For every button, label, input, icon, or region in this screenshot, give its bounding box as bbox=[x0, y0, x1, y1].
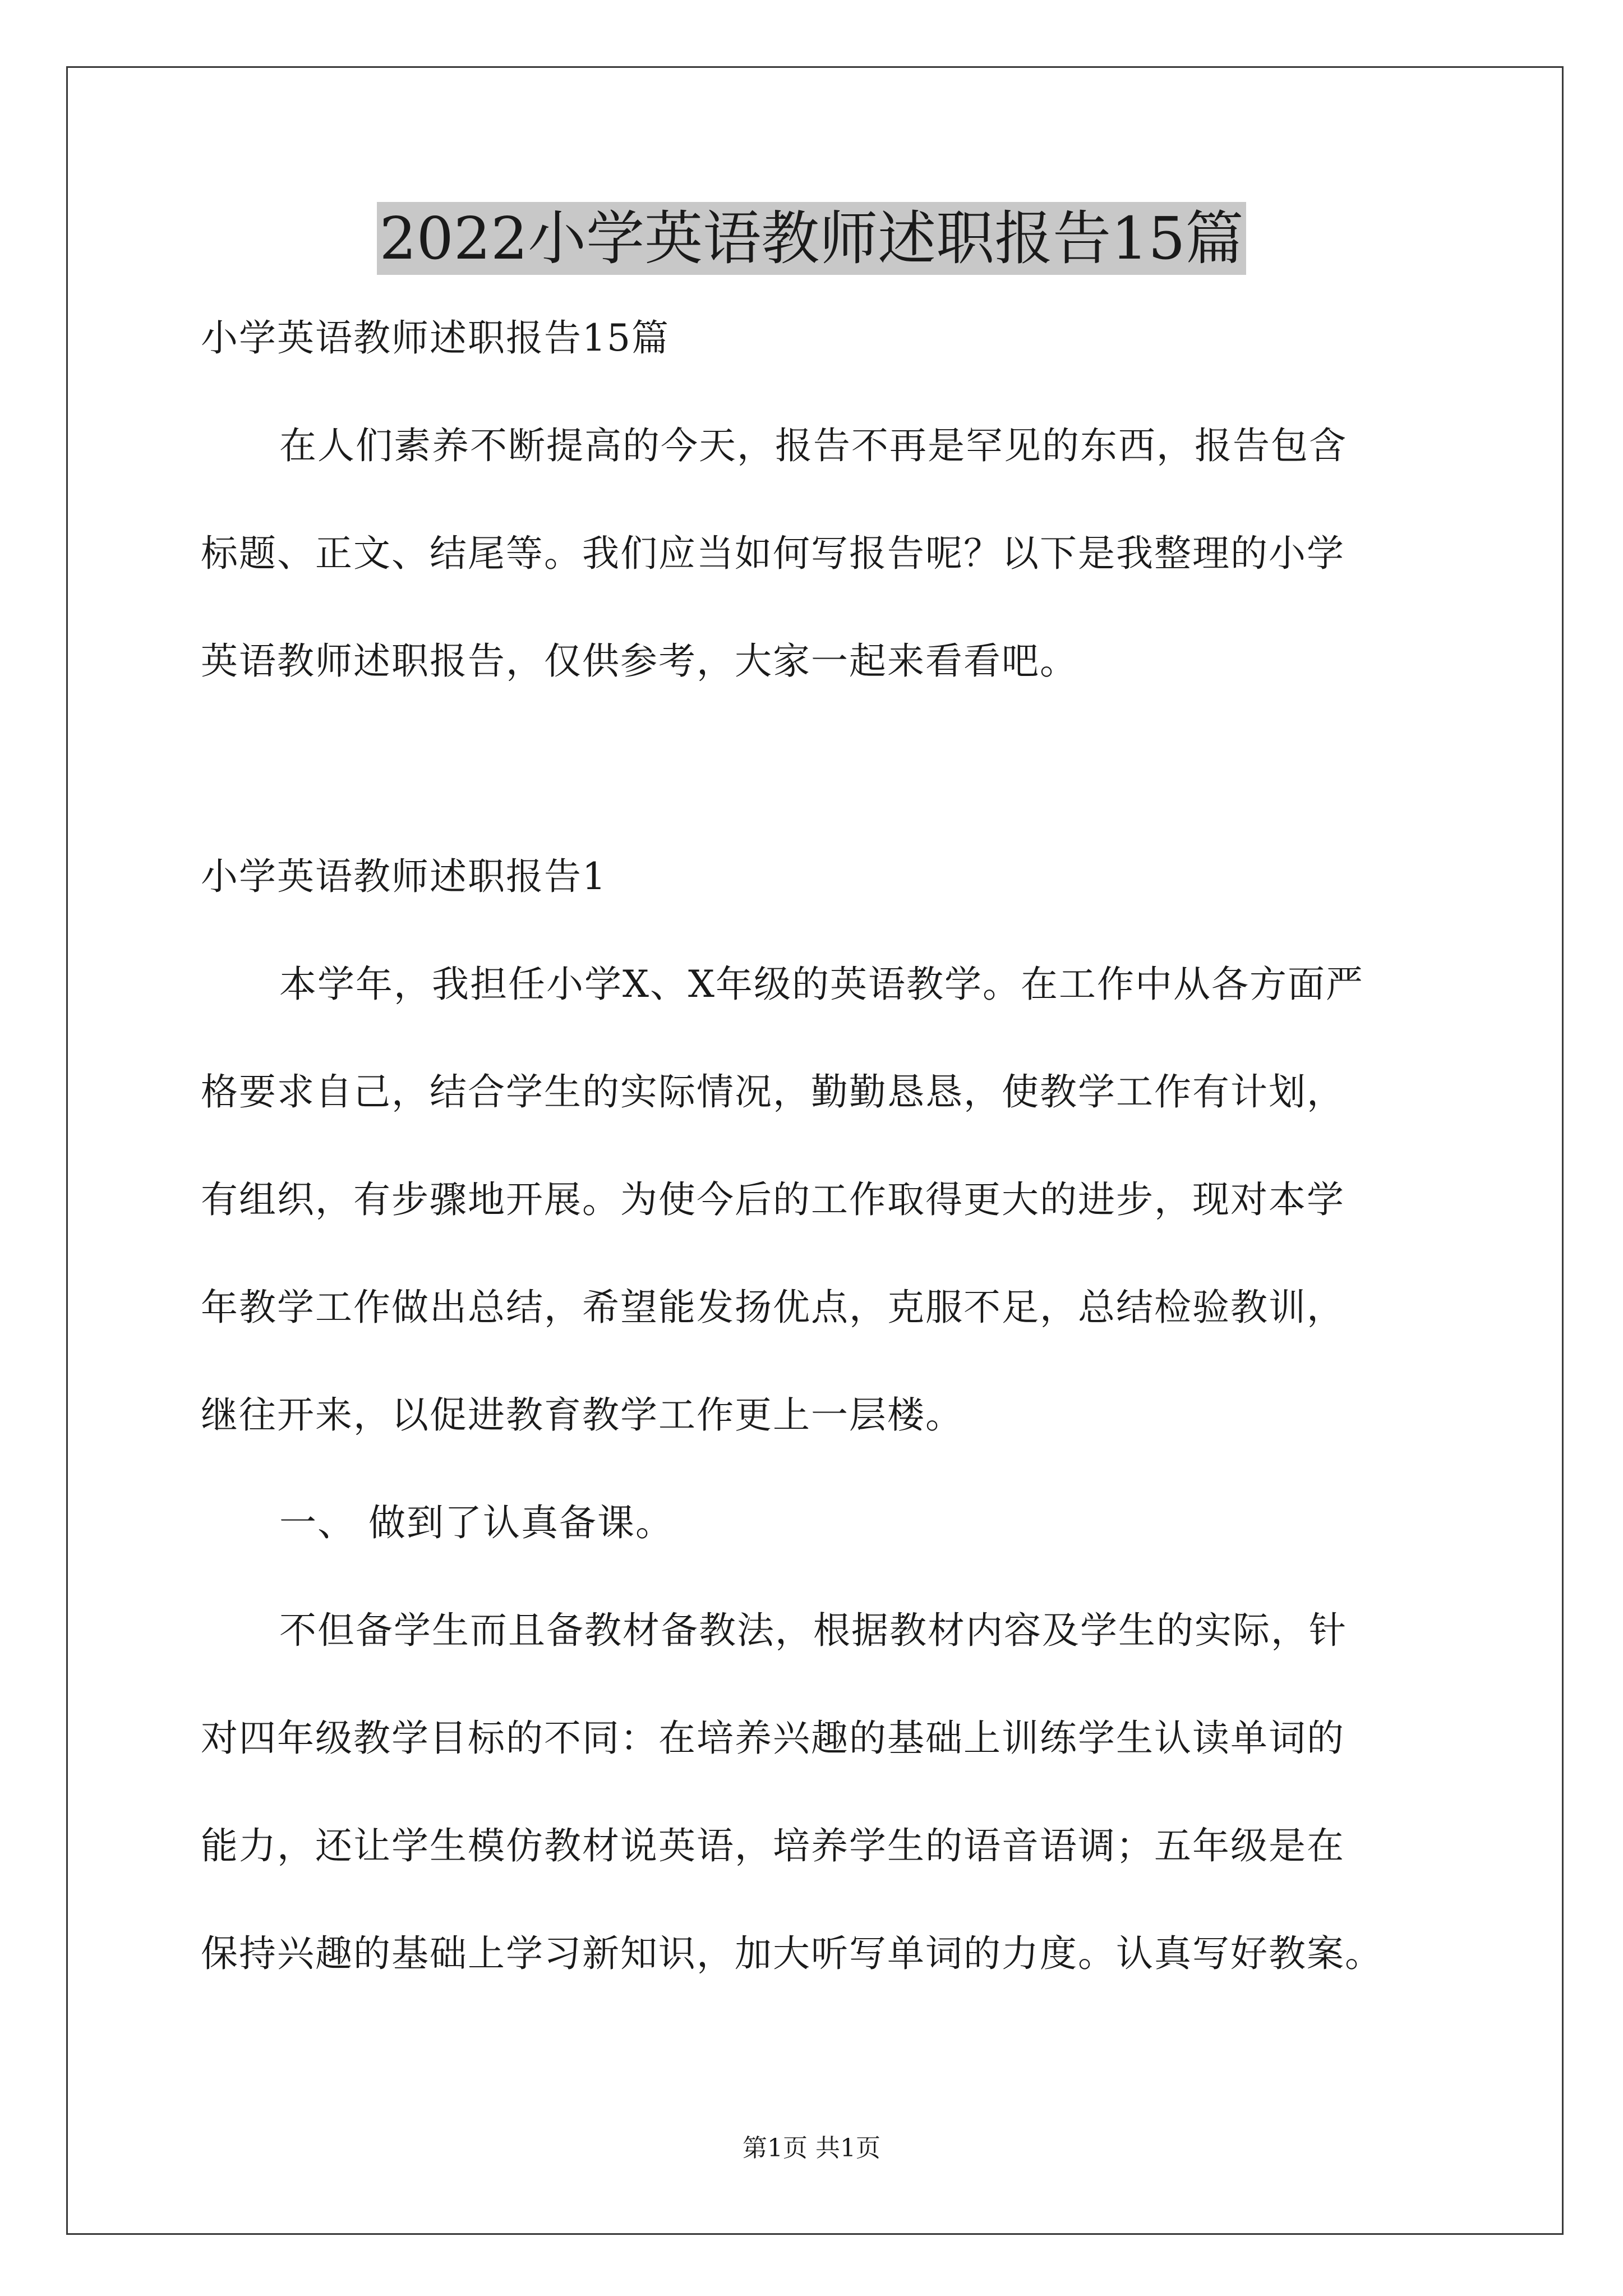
point-line: 对四年级教学目标的不同：在培养兴趣的基础上训练学生认读单词的 bbox=[201, 1717, 1345, 1760]
title-container bbox=[0, 202, 1623, 275]
body-line: 有组织，有步骤地开展。为使今后的工作取得更大的进步，现对本学 bbox=[201, 1178, 1345, 1221]
body-line: 继往开来，以促进教育教学工作更上一层楼。 bbox=[201, 1393, 963, 1437]
document-body bbox=[201, 311, 1435, 2035]
point-line: 不但备学生而且备教材备教法，根据教材内容及学生的实际，针 bbox=[279, 1609, 1347, 1652]
section-heading: 小学英语教师述职报告1 bbox=[201, 855, 607, 898]
document-subtitle: 小学英语教师述职报告15篇 bbox=[201, 316, 670, 360]
intro-line: 在人们素养不断提高的今天，报告不再是罕见的东西，报告包含 bbox=[279, 424, 1347, 467]
document-title: 2022小学英语教师述职报告15篇 bbox=[377, 202, 1246, 275]
page-footer: 第1页 共1页 bbox=[743, 2134, 880, 2162]
intro-line: 标题、正文、结尾等。我们应当如何写报告呢？以下是我整理的小学 bbox=[201, 532, 1345, 575]
body-line: 本学年，我担任小学X、X年级的英语教学。在工作中从各方面严 bbox=[279, 963, 1364, 1006]
section-spacer bbox=[201, 742, 1435, 850]
point-line: 保持兴趣的基础上学习新知识，加大听写单词的力度。认真写好教案。 bbox=[201, 1932, 1383, 1975]
intro-line: 英语教师述职报告，仅供参考，大家一起来看看吧。 bbox=[201, 639, 1078, 683]
body-line: 格要求自己，结合学生的实际情况，勤勤恳恳，使教学工作有计划， bbox=[201, 1070, 1345, 1114]
point-line: 能力，还让学生模仿教材说英语，培养学生的语音语调；五年级是在 bbox=[201, 1824, 1345, 1867]
point-heading: 一、 做到了认真备课。 bbox=[279, 1501, 674, 1544]
body-line: 年教学工作做出总结，希望能发扬优点，克服不足，总结检验教训， bbox=[201, 1286, 1345, 1329]
